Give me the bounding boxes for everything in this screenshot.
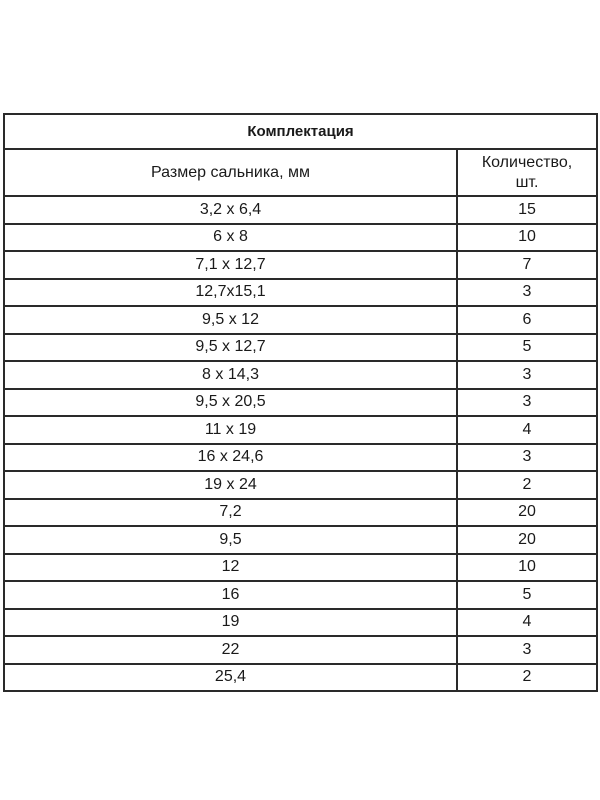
size-cell: 9,5 x 20,5 [4, 389, 457, 417]
size-cell: 9,5 x 12,7 [4, 334, 457, 362]
size-cell: 16 x 24,6 [4, 444, 457, 472]
table-row [4, 279, 597, 307]
quantity-cell: 10 [457, 554, 597, 582]
quantity-cell: 4 [457, 416, 597, 444]
quantity-cell: 3 [457, 279, 597, 307]
quantity-cell: 3 [457, 636, 597, 664]
table-header-row [4, 149, 597, 196]
table-row [4, 361, 597, 389]
table-row [4, 306, 597, 334]
column-header-quantity [457, 149, 597, 196]
size-cell: 3,2 x 6,4 [4, 196, 457, 224]
column-header-size: Размер сальника, мм [4, 149, 457, 196]
size-cell: 7,2 [4, 499, 457, 527]
quantity-cell: 5 [457, 334, 597, 362]
table-row [4, 526, 597, 554]
table-row [4, 554, 597, 582]
table-row [4, 416, 597, 444]
table-title-row [4, 114, 597, 149]
size-cell: 16 [4, 581, 457, 609]
table-row [4, 581, 597, 609]
quantity-cell: 3 [457, 389, 597, 417]
quantity-cell: 10 [457, 224, 597, 252]
size-cell: 19 x 24 [4, 471, 457, 499]
quantity-cell: 20 [457, 499, 597, 527]
size-cell: 25,4 [4, 664, 457, 692]
equipment-table [3, 113, 598, 692]
quantity-cell: 7 [457, 251, 597, 279]
table-row [4, 499, 597, 527]
quantity-cell: 2 [457, 664, 597, 692]
size-cell: 22 [4, 636, 457, 664]
size-cell: 6 x 8 [4, 224, 457, 252]
table-body [4, 196, 597, 691]
table-row [4, 389, 597, 417]
size-cell: 12,7x15,1 [4, 279, 457, 307]
table-row [4, 334, 597, 362]
size-cell: 8 x 14,3 [4, 361, 457, 389]
table-row [4, 196, 597, 224]
table-row [4, 224, 597, 252]
quantity-cell: 15 [457, 196, 597, 224]
table-row [4, 609, 597, 637]
size-cell: 7,1 x 12,7 [4, 251, 457, 279]
size-cell: 9,5 x 12 [4, 306, 457, 334]
quantity-cell: 20 [457, 526, 597, 554]
table-title: Комплектация [4, 114, 597, 149]
quantity-cell: 3 [457, 444, 597, 472]
size-cell: 11 x 19 [4, 416, 457, 444]
column-header-quantity-line1: Количество, [481, 153, 573, 171]
quantity-cell: 5 [457, 581, 597, 609]
column-header-quantity-line2: шт. [515, 173, 539, 191]
table-row [4, 471, 597, 499]
quantity-cell: 6 [457, 306, 597, 334]
quantity-cell: 4 [457, 609, 597, 637]
size-cell: 12 [4, 554, 457, 582]
table-row [4, 636, 597, 664]
size-cell: 9,5 [4, 526, 457, 554]
size-cell: 19 [4, 609, 457, 637]
table-row [4, 664, 597, 692]
quantity-cell: 3 [457, 361, 597, 389]
quantity-cell: 2 [457, 471, 597, 499]
table-row [4, 251, 597, 279]
table-row [4, 444, 597, 472]
